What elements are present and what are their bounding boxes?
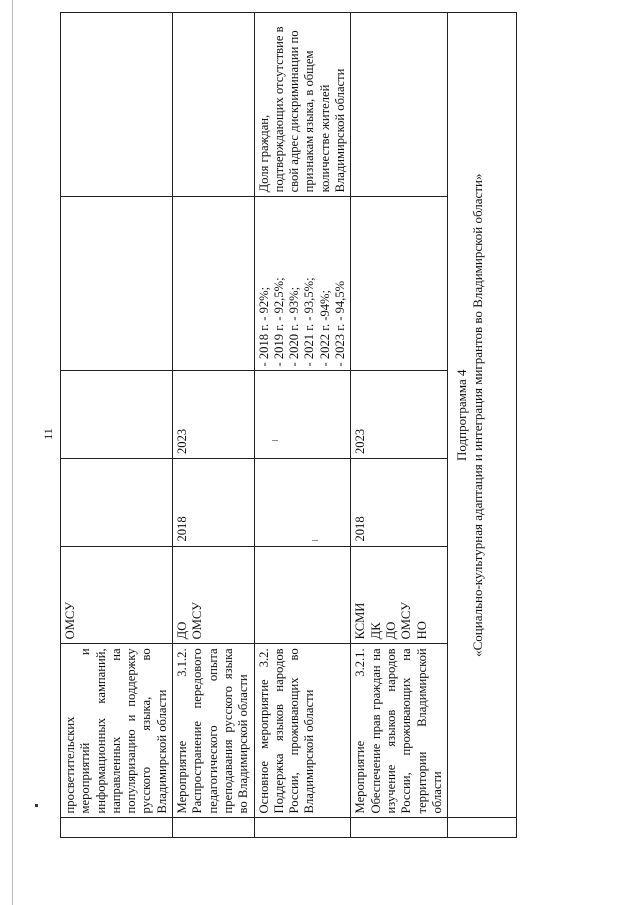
indicator-value: - 2021 г. - 93,5%; [302, 277, 317, 367]
indicator-value: - 2019 г. - 92,5%; [271, 277, 286, 367]
indicator-values-cell [254, 197, 351, 371]
executor-item: ОМСУ [63, 601, 77, 640]
program-table [60, 12, 517, 838]
subprogram-row [448, 13, 517, 838]
scan-edge [12, 0, 13, 905]
executor-item: ДК [368, 622, 383, 640]
end-year-cell [61, 371, 173, 459]
table-row [61, 13, 173, 838]
activity-cell: Мероприятие 3.2.1. Обеспечение прав граждан на изучение языков народов России, проживающих на территории Владимирской области [351, 644, 448, 818]
start-year-cell: 2018 [173, 459, 254, 547]
start-year-cell [254, 459, 351, 547]
activity-cell: Основное мероприятие 3.2. Поддержка языков народов России, проживающих во Владимирской области [254, 644, 351, 818]
executor-cell [173, 546, 254, 644]
table-row [173, 13, 254, 838]
margin-cell [61, 818, 173, 838]
executor-cell [254, 546, 351, 644]
page-number: 11 [41, 428, 55, 440]
end-year-cell [254, 371, 351, 459]
executor-item: ДО [175, 621, 190, 640]
subprogram-title: Подпрограмма 4 [454, 369, 470, 462]
start-year-cell: 2018 [351, 459, 448, 547]
indicator-values-cell [351, 197, 448, 371]
table-row [351, 13, 448, 838]
executor-item: НО [414, 621, 429, 640]
executor-cell [61, 546, 173, 644]
indicator-values-cell [61, 197, 173, 371]
end-year-cell: 2023 [351, 371, 448, 459]
end-year-cell: 2023 [173, 371, 254, 459]
indicator-value: - 2022 г. -94%; [317, 289, 332, 367]
margin-cell [254, 818, 351, 838]
start-year-cell [61, 459, 173, 547]
indicator-name-cell [351, 13, 448, 197]
margin-cell [351, 818, 448, 838]
executor-cell [351, 546, 448, 644]
subprogram-name: «Социально-культурная адаптация и интеграция мигрантов во Владимирской области» [470, 173, 486, 657]
rotated-page-content [60, 12, 580, 838]
activity-cell: Мероприятие 3.1.2. Распространение передового педагогического опыта преподавания русского языка во Владимирской области [173, 644, 254, 818]
indicator-value: - 2020 г. - 93%; [287, 286, 302, 367]
executor-item: КСМИ [353, 602, 368, 640]
executor-item: ДО [383, 621, 398, 640]
indicator-name-cell [173, 13, 254, 197]
executor-item: ОМСУ [399, 601, 414, 640]
activity-cell: просветительских мероприятий и информационных кампаний, направленных на популяризацию и поддержку русского языка, во Владимирской области [61, 644, 173, 818]
indicator-value: - 2023 г. - 94,5% [333, 280, 348, 367]
margin-cell [448, 818, 517, 838]
subprogram-heading [448, 13, 517, 818]
indicator-name-cell: Доля граждан, подтверждающих отсутствие в свой адрес дискриминации по признакам языка, в общем количестве жителей Владимирской области [254, 13, 351, 197]
scan-dot [35, 804, 38, 807]
table-row [254, 13, 351, 838]
indicator-values-cell [173, 197, 254, 371]
margin-cell [173, 818, 254, 838]
indicator-value: - 2018 г. - 92%; [256, 286, 271, 367]
indicator-name-cell [61, 13, 173, 197]
executor-item: ОМСУ [190, 601, 205, 640]
